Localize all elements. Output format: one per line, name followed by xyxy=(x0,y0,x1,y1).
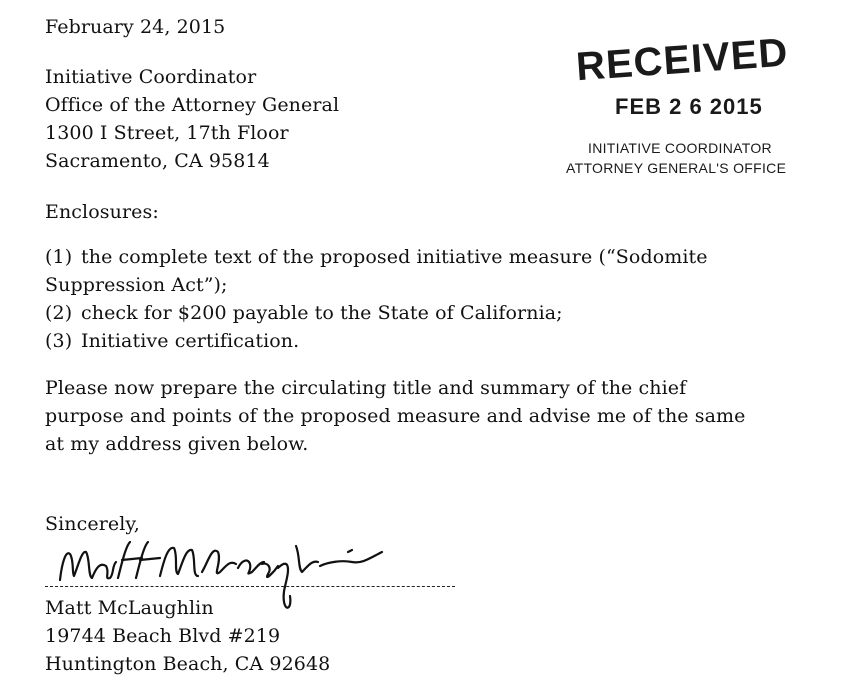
stamp-title: RECEIVED xyxy=(574,30,790,90)
stamp-office-line: ATTORNEY GENERAL'S OFFICE xyxy=(566,160,787,176)
enclosure-number: (2) xyxy=(45,302,73,324)
recipient-line: Office of the Attorney General xyxy=(45,94,340,116)
enclosure-text: check for $200 payable to the State of California; xyxy=(81,302,563,324)
enclosure-text: the complete text of the proposed initiative measure (“Sodomite xyxy=(81,246,708,268)
enclosures-list xyxy=(45,243,708,355)
enclosure-item xyxy=(45,271,708,299)
enclosure-item xyxy=(45,299,708,327)
enclosure-item xyxy=(45,243,708,271)
sender-block xyxy=(45,594,330,678)
sender-line: 19744 Beach Blvd #219 xyxy=(45,625,281,647)
enclosure-number: (1) xyxy=(45,246,73,268)
received-stamp xyxy=(560,30,800,190)
request-line: purpose and points of the proposed measure and advise me of the same xyxy=(45,405,746,427)
sender-line: Matt McLaughlin xyxy=(45,597,214,619)
stamp-date: FEB 2 6 2015 xyxy=(615,94,763,119)
letter-date: February 24, 2015 xyxy=(45,16,226,38)
enclosure-text: Suppression Act”); xyxy=(45,274,228,296)
recipient-line: Initiative Coordinator xyxy=(45,66,257,88)
stamp-office-line: INITIATIVE COORDINATOR xyxy=(588,140,772,156)
enclosure-item xyxy=(45,327,708,355)
request-line: Please now prepare the circulating title and summary of the chief xyxy=(45,377,687,399)
enclosure-number: (3) xyxy=(45,330,73,352)
enclosure-text: Initiative certification. xyxy=(81,330,300,352)
recipient-line: 1300 I Street, 17th Floor xyxy=(45,122,289,144)
signature-line xyxy=(45,586,455,587)
request-paragraph xyxy=(45,374,746,458)
recipient-address xyxy=(45,63,339,175)
sender-line: Huntington Beach, CA 92648 xyxy=(45,653,331,675)
enclosures-heading: Enclosures: xyxy=(45,201,159,223)
request-line: at my address given below. xyxy=(45,433,309,455)
closing: Sincerely, xyxy=(45,513,140,535)
recipient-line: Sacramento, CA 95814 xyxy=(45,150,270,172)
